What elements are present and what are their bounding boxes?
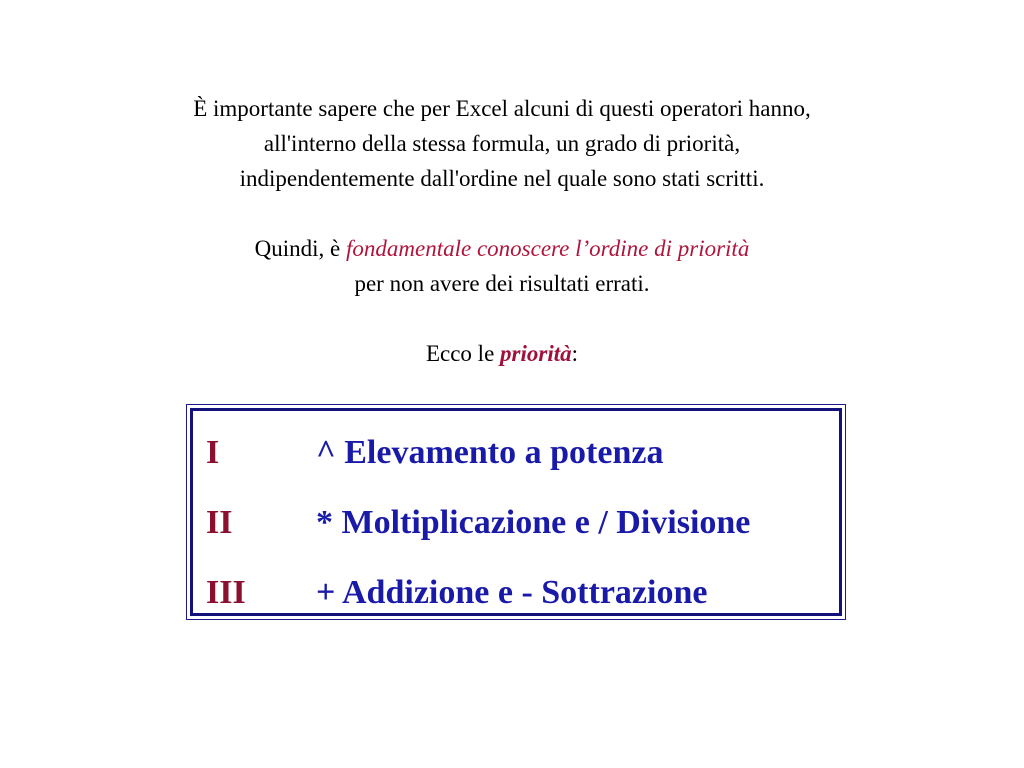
intro-line-3: indipendentemente dall'ordine nel quale sono stati scritti. [239, 166, 765, 191]
intro-line-4 [0, 231, 1004, 266]
priority-description: + Addizione e - Sottrazione [316, 574, 708, 611]
priority-description: * Moltiplicazione e / Divisione [316, 504, 751, 541]
spacer [0, 196, 1004, 231]
intro-line-4-emphasis: fondamentale conoscere l’ordine di priorità [346, 236, 750, 261]
intro-line-6-prefix: Ecco le [425, 341, 501, 366]
priority-rank: II [206, 504, 233, 541]
priority-rank: I [206, 434, 220, 471]
intro-text [0, 91, 1004, 371]
priority-rank: III [206, 574, 246, 611]
priority-box [186, 404, 846, 620]
priority-box-inner-frame [190, 408, 842, 616]
intro-line-6-emphasis: priorità [500, 341, 572, 366]
spacer [0, 301, 1004, 336]
intro-line-4-prefix: Quindi, è [254, 236, 347, 261]
priority-description: ^ Elevamento a potenza [316, 434, 664, 471]
intro-line-2: all'interno della stessa formula, un grado di priorità, [263, 131, 741, 156]
intro-line-6 [0, 336, 1004, 371]
intro-line-1: È importante sapere che per Excel alcuni di questi operatori hanno, [193, 96, 811, 121]
intro-line-5: per non avere dei risultati errati. [354, 271, 650, 296]
intro-line-6-suffix: : [571, 341, 579, 366]
